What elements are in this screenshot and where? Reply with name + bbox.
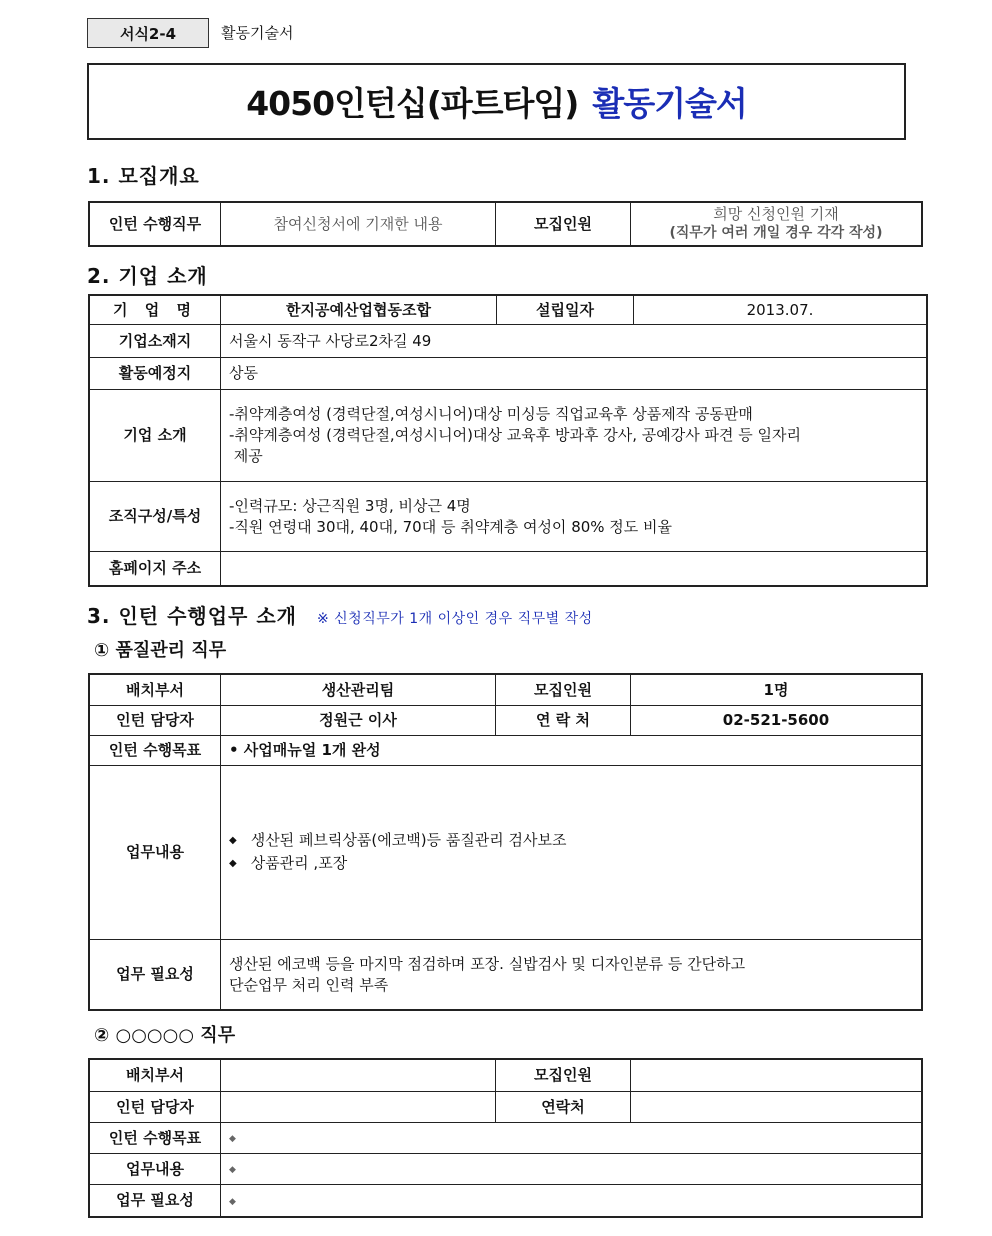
job1-task-item: ◆ 생산된 페브릭상품(에코백)등 품질관리 검사보조 (229, 830, 913, 853)
job2-recruit-value (631, 1060, 922, 1092)
section2-heading: 2. 기업 소개 (87, 264, 208, 288)
title-highlight: 활동기술서 (592, 84, 747, 123)
job2-need-value (221, 1185, 922, 1217)
location-label: 기업소재지 (90, 325, 221, 358)
org-label: 조직구성/특성 (90, 482, 221, 552)
job2-heading: ② ○○○○○ 직무 (94, 1025, 236, 1046)
job2-tasks-label: 업무내용 (90, 1154, 221, 1185)
job1-goal-value: • 사업매뉴얼 1개 완성 (221, 736, 922, 766)
job1-dept-value: 생산관리팀 (221, 675, 496, 706)
job1-contact-label: 연 락 처 (496, 706, 631, 736)
job2-need-label: 업무 필요성 (90, 1185, 221, 1217)
homepage-value (221, 552, 927, 586)
job2-recruit-label: 모집인원 (496, 1060, 631, 1092)
job1-manager-value: 정원근 이사 (221, 706, 496, 736)
location-value: 서울시 동작구 사당로2차길 49 (221, 325, 927, 358)
bullet-icon: ◆ (229, 1165, 236, 1175)
job2-goal-label: 인턴 수행목표 (90, 1123, 221, 1154)
job1-contact-value: 02-521-5600 (631, 706, 922, 736)
duty-label: 인턴 수행직무 (90, 203, 221, 246)
job2-dept-label: 배치부서 (90, 1060, 221, 1092)
org-value: -인력규모: 상근직원 3명, 비상근 4명 -직원 연령대 30대, 40대, 70대 등 취약계층 여성이 80% 정도 비율 (221, 482, 927, 552)
job1-dept-label: 배치부서 (90, 675, 221, 706)
job2-manager-label: 인턴 담당자 (90, 1092, 221, 1123)
intro-label: 기업 소개 (90, 390, 221, 482)
job2-contact-value (631, 1092, 922, 1123)
form-description: 활동기술서 (221, 24, 294, 42)
recruit-value: 희망 신청인원 기재 (직무가 여러 개일 경우 각각 작성) (631, 203, 922, 246)
bullet-icon: ◆ (229, 1134, 236, 1144)
founded-value: 2013.07. (634, 296, 927, 325)
founded-label: 설립일자 (497, 296, 634, 325)
job1-heading: ① 품질관리 직무 (94, 640, 227, 661)
job1-need-value: 생산된 에코백 등을 마지막 점검하며 포장. 실밥검사 및 디자인분류 등 간단하고 단순업무 처리 인력 부족 (221, 940, 922, 1010)
title-main: 4050인턴십(파트타임) (246, 84, 579, 123)
job2-tasks-value (221, 1154, 922, 1185)
document-title (87, 63, 906, 140)
job1-task-item: ◆ 상품관리 ,포장 (229, 853, 913, 876)
company-name-value: 한지공예산업협동조합 (221, 296, 497, 325)
job1-tasks-label: 업무내용 (90, 766, 221, 940)
company-intro-table (89, 295, 927, 586)
intro-value: -취약계층여성 (경력단절,여성시니어)대상 미싱등 직업교육후 상품제작 공동판매 -취약계층여성 (경력단절,여성시니어)대상 교육후 방과후 강사, 공예강사 파견 등 일자리 제공 (221, 390, 927, 482)
workplace-label: 활동예정지 (90, 358, 221, 390)
section3-note: ※ 신청직무가 1개 이상인 경우 직무별 작성 (316, 611, 593, 627)
workplace-value: 상동 (221, 358, 927, 390)
job1-goal-label: 인턴 수행목표 (90, 736, 221, 766)
form-number-tag: 서식2-4 (87, 18, 209, 48)
job2-goal-value (221, 1123, 922, 1154)
job1-recruit-label: 모집인원 (496, 675, 631, 706)
section3-heading: 3. 인턴 수행업무 소개 ※ 신청직무가 1개 이상인 경우 직무별 작성 (87, 604, 593, 628)
bullet-icon: ◆ (229, 1196, 236, 1207)
job2-manager-value (221, 1092, 496, 1123)
company-name-label: 기 업 명 (90, 296, 221, 325)
homepage-label: 홈페이지 주소 (90, 552, 221, 586)
job2-contact-label: 연락처 (496, 1092, 631, 1123)
job2-table (89, 1059, 922, 1217)
recruit-label: 모집인원 (496, 203, 631, 246)
job1-tasks-value (221, 766, 922, 940)
job1-table (89, 674, 922, 1010)
job1-need-label: 업무 필요성 (90, 940, 221, 1010)
duty-value: 참여신청서에 기재한 내용 (221, 203, 496, 246)
job2-dept-value (221, 1060, 496, 1092)
job1-recruit-value: 1명 (631, 675, 922, 706)
recruit-overview-table (89, 202, 922, 246)
section1-heading: 1. 모집개요 (87, 164, 200, 188)
job1-manager-label: 인턴 담당자 (90, 706, 221, 736)
